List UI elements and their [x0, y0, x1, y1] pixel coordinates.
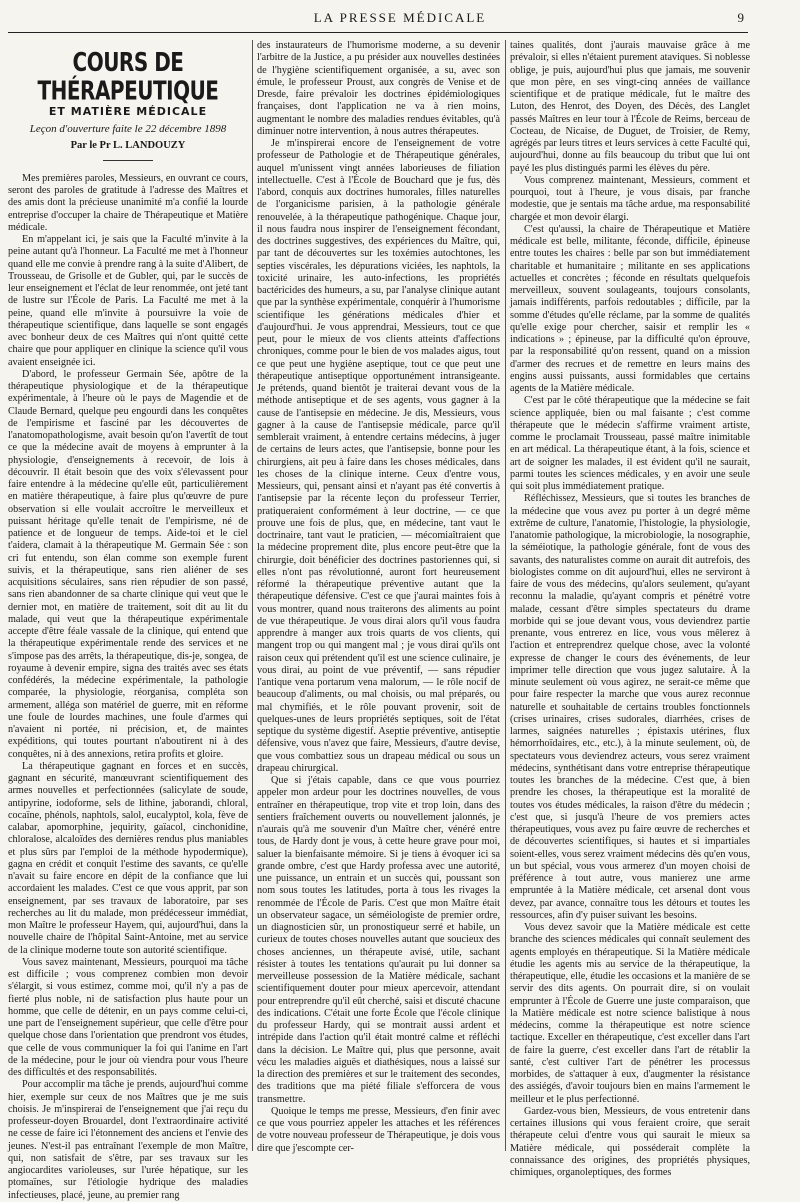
paragraph: Vous devez savoir que la Matière médicale est cette branche des sciences médicales qui connaît seulement des agents employés en thérapeutique. Si la Matière médicale étudie les agents mis au service de la thérapeutique, la thérapeutique, elle, étudie les occasions et la manière de se servir des dits agents. On pourrait dire, si on voulait emprunter à l'École de Guerre une juste comparaison, que la Matière médicale est notre science balistique à nous médecins, comme la thérapeutique est notre science tactique. Exceller en thérapeutique, c'est exceller dans l'art de faire la guerre, c'est exceller dans l'art de rétablir la santé, c'est cultiver l'art de pénétrer les processus morbides, de s'attaquer à eux, d'augmenter la résistance des assiégés, d'avoir toujours bien en mains l'armement le meilleur et le plus perfectionné.: [510, 922, 750, 1105]
lecture-date: Leçon d'ouverture faite le 22 décembre 1898: [29, 123, 227, 136]
column-1: [8, 40, 249, 1201]
page-number: 9: [737, 10, 744, 25]
paragraph: Que si j'étais capable, dans ce que vous pourriez appeler mon ardeur pour les doctrines nouvelles, de vous entraîner en thérapeutique, trop vite et trop loin, dans des sentiers fraîchement ouverts ou nouvellement jalonnés, je n'aurais qu'à me souvenir d'un Maître cher, vénéré entre tous, de Hardy dont je vous, à cette heure grave pour moi, saluer la bienfaisante mémoire. Si je tiens à évoquer ici sa grande ombre, c'est que Hardy professa avec une autorité, une puissance, un entrain et un succès qui, poussant son nom sous toutes les latitudes, porta à tous les rivages la renommée de l'École de Paris. C'est que mon Maître était un observateur sagace, un séméiologiste de premier ordre, un diagnosticien sûr, un pronostiqueur serré et habile, un curieux de toutes choses nouvelles autant que soucieux des choses anciennes, un thérapeute avisé, utile, sachant résister à toutes les tentations qu'aurait pu lui donner sa merveilleuse possession de la Matière médicale, sachant scientifiquement douter pour mieux apercevoir, attendant pour entreprendre qu'il eût cherché, saisi et discuté chacune des indications. C'était une forte École que l'école clinique du professeur Hardy, qui se montrait aussi ardent et intrépide dans l'action qu'il était montré calme et réfléchi dans la décision. Le Maître qui, plus que personne, avait vécu les maladies aiguës et diathésiques, nous a laissé sur la direction des premières et sur le traitement des secondes, des traditions que ma piété filiale s'efforcera de vous transmettre.: [257, 775, 500, 1105]
paragraph: Vous savez maintenant, Messieurs, pourquoi ma tâche est difficile ; vous comprenez combien mon devoir s'élargit, si vous estimez, comme moi, qu'il n'y a pas de fierté plus noble, ni de satisfaction plus haute pour un homme, que celle de détenir, en un pays comme celui-ci, une part de l'enseignement supérieur, que celle d'être pour quelque chose dans l'orientation que prendront vos études, que celle de vous communiquer la foi qui l'anime en l'art de la médecine, pour le jour où viendra pour vous l'heure des difficultés et des responsabilités.: [8, 956, 248, 1078]
author-byline: Par le Pr L. LANDOUZY: [70, 139, 186, 151]
paragraph: C'est qu'aussi, la chaire de Thérapeutique et Matière médicale est belle, militante, féconde, difficile, épineuse entre toutes les chaires : belle par son but immédiatement charitable et humanitaire ; militante en ses applications actuelles et concrètes ; féconde en résultats quelquefois merveilleux, souvent soulageants, toujours consolants, jamais indifférents, parfois redoutables ; difficile, par la somme d'études qu'elle réclame, par la somme de qualités qu'elle exige pour chercher, saisir et remplir les « indications » ; épineuse, par la difficulté qu'on éprouve, par la responsabilité qu'on ressent, quand on a mission d'armer des recrues et de remettre en leurs mains des engins aussi puissants, aussi formidables que certains agents de la Matière médicale.: [510, 223, 750, 394]
paragraph: Vous comprenez maintenant, Messieurs, comment et pourquoi, tout à l'heure, je vous disais, par franche modestie, que je sentais ma tâche ardue, ma responsabilité chargée et mon devoir élargi.: [510, 174, 750, 223]
column-divider: [505, 40, 506, 1151]
paragraph: Mes premières paroles, Messieurs, en ouvrant ce cours, seront des paroles de gratitude à l'adresse des Maîtres et des amis dont la précieuse unanimité m'a confié la lourde entreprise d'occuper la chaire de Thérapeutique et Matière médicale.: [8, 172, 248, 233]
column-divider: [252, 40, 253, 1151]
paragraph: C'est par le côté thérapeutique que la médecine se fait science appliquée, bien ou mal faisante ; c'est comme thérapeute que le médecin s'affirme vraiment artiste, comme le proclamait Trousseau, passé maître inimitable en art médical. La thérapeutique étant, à la fois, science et art de soigner les malades, il est évident qu'il ne saurait, parmi toutes les sciences médicales, y en avoir une seule qui soit plus immédiatement pratique.: [510, 395, 750, 492]
article-subtitle: ET MATIÈRE MÉDICALE: [48, 105, 208, 118]
paragraph: Pour accomplir ma tâche je prends, aujourd'hui comme hier, exemple sur ceux de nos Maîtres que je me suis choisis. Je m'inspirerai de l'enseignement que j'ai reçu du professeur-doyen Brouardel, dont l'extraordinaire activité ne cesse de faire ici l'étonnement des anciens et l'envie des jeunes. N'est-il pas entraînant l'exemple de mon Maître, qui, non satisfait de s'être, par ses travaux sur les angiocardites varioleuses, sur l'urée hépatique, sur les ptomaïnes, sur l'étiologie hydrique des maladies infectieuses, placé, jeune, au premier rang: [8, 1079, 248, 1201]
paragraph: D'abord, le professeur Germain Sée, apôtre de la thérapeutique physiologique et de la thérapeutique expérimentale, à l'heure où le pays de Magendie et de Claude Bernard, quelque peu engourdi dans les conquêtes de l'empirisme et fasciné par les découvertes de l'anatomopathologisme, avait besoin qu'on l'avertît de tout ce que la médecine avait de moyens à emprunter à la physiologie, d'enseignements à recevoir, de lois à découvrir. Il était besoin que des voix s'élevassent pour faire entendre à la médecine qu'elle eût, particulièrement en matière thérapeutique, à faire plus qu'œuvre de pure observation si elle voulait accroître le merveilleux et puissant héritage qu'elle tenait de l'empirisme, né de patience et de longueur de temps. Aide-toi et le ciel t'aidera, clamait à la thérapeutique M. Germain Sée : son cri fut entendu, son élan comme son exemple furent suivis, et la thérapeutique, sans rien aliéner de ses acquisitions séculaires, sans rien répudier de son passé, sans rien abandonner de sa charte clinique qui veut que le dernier mot, en matière de traitement, soit dit au lit du malade, qui veut que la thérapeutique expérimentale accepte d'être féale vassale de la clinique, qui entend que la thérapeutique expérimentale rende des services et ne s'impose pas des arrêts, la thérapeutique, dis-je, songea, de royaume à devenir empire, signa des traités avec ses états confédérés, la médecine expérimentale, la pathologie comparée, la physiologie, réorganisa, compléta son armement, alléga son matériel de guerre, mit en réforme une foule de lourdes machines, une foule d'armes qui n'avaient ni portée, ni précision, et, de maintes expéditions, qui toutes pourtant n'aboutirent ni à des conquêtes, ni à des annexions, retira profits et gloire.: [8, 368, 248, 760]
paragraph: Quoique le temps me presse, Messieurs, d'en finir avec ce que vous pourriez appeler les attaches et les références de votre nouveau professeur de Thérapeutique, je dois vous dire que j'escompte cer-: [257, 1105, 500, 1154]
paragraph: En m'appelant ici, je sais que la Faculté m'invite à la peine autant qu'à l'honneur. La Faculté me met à l'honneur quand elle me convie à prendre rang à la suite d'Alibert, de Trousseau, de Grisolle et de Gubler, qui, par le succès de leur enseignement et l'éclat de leur renommée, ont jeté tant de lustre sur l'École de Paris. La Faculté me met à la peine, quand elle m'invite à poursuivre la voie de thérapeutique scientifique, dans laquelle se sont engagés avec bonheur deux de ces Maîtres qui n'ont quitté cette chaire que pour appliquer en clinique la science qu'il vous avaient enseignée ici.: [8, 234, 249, 368]
title-rule: [103, 160, 153, 161]
article-title: COURS DE THÉRAPEUTIQUE: [37, 46, 219, 106]
paragraph: La thérapeutique gagnant en forces et en succès, gagnant en sécurité, manœuvrant scientifiquement des armes nouvelles et perfectionnées (salicylate de soude, antipyrine, iodoforme, sels de lithine, jaborandi, chloral, cocaïne, phénols, naphtols, salol, eucalyptol, kola, fève de calabar, apomorphine, jequirity, gaïacol, cinchonidine, chloralose, alcaloïdes des dernières rendus plus maniables et plus sûrs par l'emploi de la méthode hypodermique), gagna en crédit et conquit l'estime des savants, ce qu'elle n'avait su faire encore en dépit de la confiance que lui accordaient les malades. C'est ce que vous apprit, par son enseignement, par ses travaux de laboratoire, par ses recherches au lit du malade, mon prédécesseur immédiat, mon Maître le professeur Hayem, qui, aujourd'hui, dans la nouvelle chaire de l'hôpital Saint-Antoine, met au service de la clinique moderne toute son autorité scientifique.: [8, 760, 248, 956]
page-header: [0, 10, 800, 32]
paragraph: taines qualités, dont j'aurais mauvaise grâce à me prévaloir, si elles n'étaient purement ataviques. Si noblesse oblige, je puis, aujourd'hui plus que jamais, me souvenir que mon père, en ses vingt-cinq années de vaillance scientifique et de pratique médicale, fut le maître des Luton, des Henrot, des Doyen, des Décès, des Langlet passés Maîtres en leur tour à l'École de Reims, berceau de Cocteau, de Nicaise, de Duguet, de Troisier, de Remy, agrégés par leurs titres et leurs services à cette Faculté qui, aujourd'hui, donne au fils beaucoup du tribut que lui ont payé les plus distingués parmi les élèves du père.: [510, 40, 750, 174]
column-2: [257, 40, 500, 1154]
paragraph: Je m'inspirerai encore de l'enseignement de votre professeur de Pathologie et de Thérapeutique générales, auquel m'unissent vingt années laborieuses de filiation intellectuelle. C'est à l'École de Bouchard que je fus, dès l'abord, conquis aux doctrines humorales, filles naturelles de l'organicisme parisien, à la pathologie générale renouvelée, à la thérapeutique pathogénique. Chaque jour, il nous faudra nous inspirer de l'enseignement fécondant, des doctrines suggestives, des expériences du Maître, qui, par tant de découvertes sur les toxémies autochtones, les septies viscérales, les dépurations viciées, les naphtols, la toxicité urinaire, les auto-infections, les propriétés bactéricides des humeurs, a su, par l'analyse clinique autant que par la synthèse expérimentale, conquérir à l'humorisme scientifique les générations médicales d'hier et d'aujourd'hui. Je vous apprendrai, Messieurs, tout ce que peut, pour le mieux de vos clients atteints d'affections chroniques, comme pour le bien de vos malades aigus, tout ce que peut une hygiène aseptique, tout ce que peut une thérapeutique antiseptique opportunément intransigeante. Je prétends, quand bientôt je traiterai devant vous de la méthode antiseptique et de ses agents, vous gagner à la cause de l'antisepsie en médecine. Je dis, Messieurs, vous gagner à la cause de l'antisepsie médicale, parce qu'il semblerait vraiment, à entendre certains médecins, à juger de certains de leurs actes, que l'antisepsie, bonne pour les chirurgiens, ait peu à faire dans les choses médicales, dans les choses de la clinique interne. Ceux d'entre vous, Messieurs, qui, pensant ainsi et n'ayant pas été convertis à l'antisepsie par la récente leçon du professeur Terrier, pratiqueraient conformément à leur doctrine, — ce que prouve une fois de plus, que, en médecine, tant vaut le doctrinaire, tant vaut le praticien, — mécomiaîtraient que la médecine proprement dite, plus encore peut-être que la chirurgie, doit bénéficier des doctrines pastoriennes qui, si elles n'ont pas révolutionné, auront fort heureusement réformé la thérapeutique préventive autant que la thérapeutique défensive. C'est ce que j'aurai maintes fois à vous montrer, quand nous traiterons des aliments au point de vue thérapeutique. Je vous dirai alors qu'il vous faudra apprendre à manger aux trois quarts de vos clients, qui mangent trop ou qui mangent mal ; je vous dirai qu'ils ont raison ceux qui prétendent qu'il est une science culinaire, je vous dirai, au point de vue préventif, — sans répudier l'antique vena portarum vena malorum, — le rôle nocif de beaucoup d'aliments, ou mal choisis, ou mal préparés, ou mal chymifiés, et le rôle pouvant provenir, soit de quelques-unes de leurs propriétés septiques, soit de l'état septique du système digestif. Aseptie préventive, antiseptie défensive, vous n'avez que faire, Messieurs, d'autre devise, que vous combattiez sous un drapeau médical ou sous un drapeau chirurgical.: [257, 138, 500, 774]
paragraph: des instaurateurs de l'humorisme moderne, a su devenir l'arbitre de la Justice, a pu présider aux nouvelles destinées de l'hygiène scientifiquement organisée, a su, avec son émule, le professeur Proust, aux congrès de Venise et de Dresde, faire prévaloir les doctrines épidémiologiques françaises, dont l'application ne va à rien moins, augmentant le nombre des maladies rendues évitables, qu'à diminuer notre intervention, à nous autres thérapeutes.: [257, 40, 500, 137]
column-3: [510, 40, 750, 1178]
paragraph: Gardez-vous bien, Messieurs, de vous entretenir dans certaines illusions qui vous feraient croire, que serait thérapeute celui d'entre vous qui saurait le mieux sa Matière médicale, qui posséderait complète la connaissance des origines, des propriétés physiques, chimiques, organoleptiques, des formes: [510, 1105, 750, 1178]
paragraph: Réfléchissez, Messieurs, que si toutes les branches de la médecine que vous avez pu porter à un degré même extrême de culture, l'anatomie, l'histologie, la physiologie, l'anatomie pathologique, la microbiologie, la nosographie, la séméiotique, la pathologie générale, font de vous des savants, des naturalistes comme on aurait dit autrefois, des biologistes comme on dit aujourd'hui, elles ne serviront à faire de vous des médecins, qu'alors seulement, qu'ayant reconnu la maladie, qu'ayant compris et pénétré votre malade, cessant d'être simples spectateurs du drame morbide qui se joue devant vous, vous deviendrez partie prenante, vous entrerez en lice, vous vous mêlerez à l'action et entreprendrez quelque chose, avec la volonté expresse de changer le cours des événements, de leur imprimer telle direction que vous jugez salutaire. À la minute seulement où vous agirez, ne serait-ce même que pour faire respecter la marche que vous aurez reconnue naturelle et souhaitable de certains troubles fonctionnels (crises urinaires, crises sudorales, diarrhées, crises de larmes, saignées naturelles ; épistaxis utérines, flux hémorrhoïdaires, etc., etc.), à la minute seulement, où, de spectateurs vous deviendrez acteurs, vous serez vraiment médecins, synthétisant dans votre entreprise thérapeutique toutes les branches de la médecine. C'est que, à bien prendre les choses, la thérapeutique est la moralité de toutes vos études médicales, la raison d'être du médecin ; c'est que, si jusqu'à l'heure de vos premiers actes thérapeutiques, vous avez pu faire œuvre de recherches et de découvertes scientifiques, si hautes et si impartiales soient-elles, vous serez vraiment médecins dès qu'en vous, un but spécial, vous vous armerez d'un moyen choisi de préférence à tout autre, vous manierez une arme empruntée à la Matière médicale, cet arsenal dont vous devez, par avance, connaître tous les détours et toutes les ressources, afin d'y puiser suivant les besoins.: [510, 493, 750, 921]
journal-title: LA PRESSE MÉDICALE: [313, 10, 487, 25]
header-rule: [8, 32, 748, 33]
